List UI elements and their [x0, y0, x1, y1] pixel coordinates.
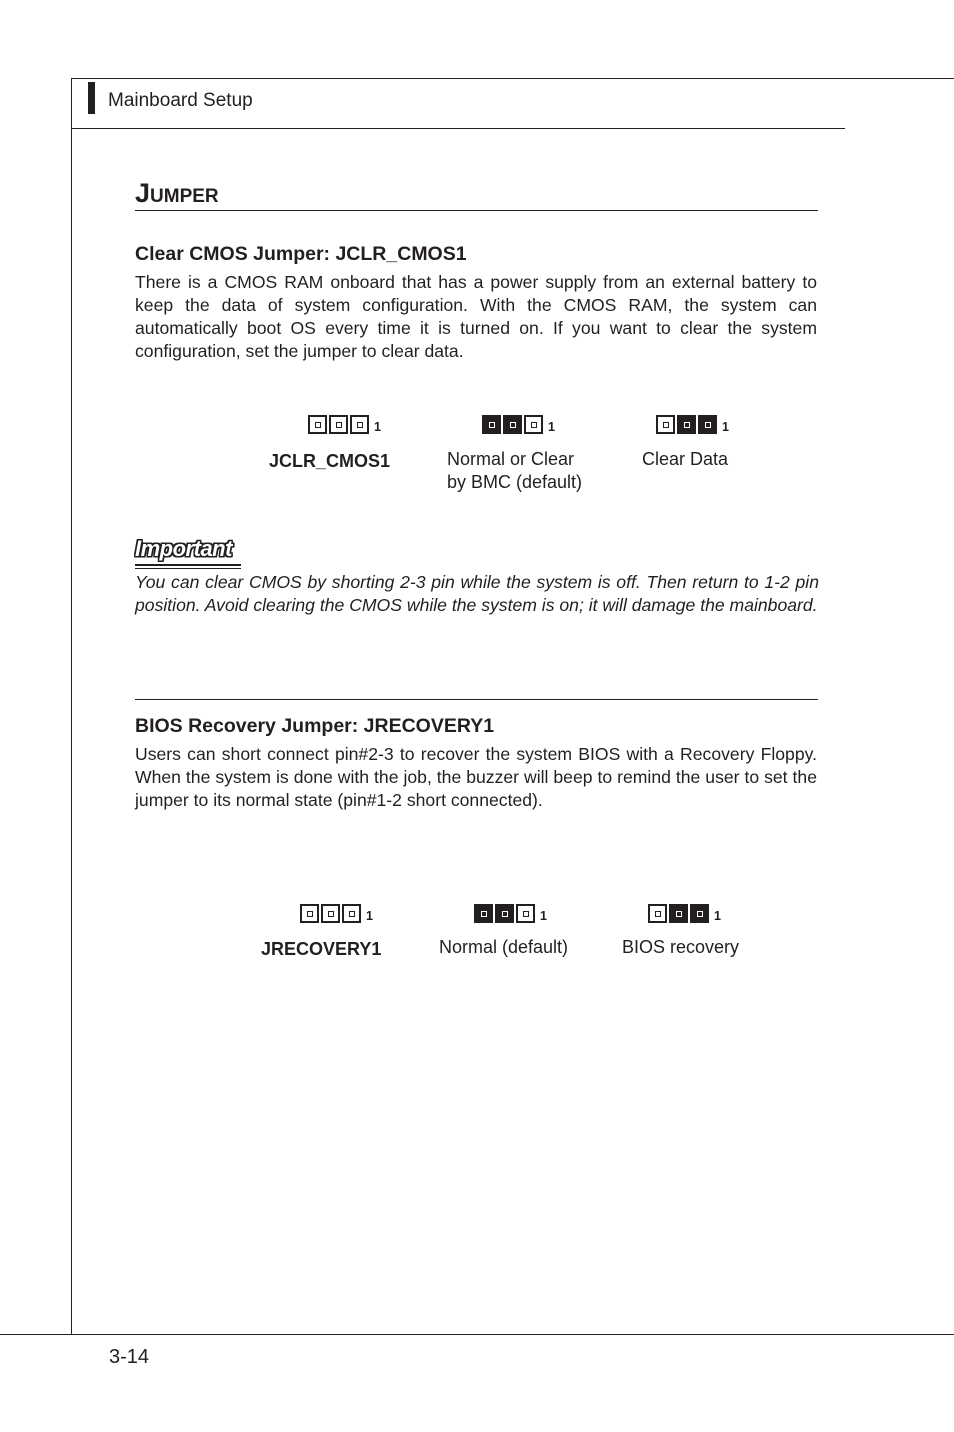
jumper-pin [308, 415, 327, 434]
jumper-label-normal-default: Normal (default) [439, 937, 569, 957]
jumper-diagram-jrecovery1 [300, 904, 373, 923]
jumper-pin-shorted [474, 904, 493, 923]
jumper-pin [656, 415, 675, 434]
jumper-pin-shorted [690, 904, 709, 923]
jumper-label-jclr-cmos1: JCLR_CMOS1 [269, 451, 391, 471]
section-rule [135, 210, 818, 211]
important-note: You can clear CMOS by shorting 2-3 pin while the system is off. Then return to 1-2 pin position. Avoid clearing the CMOS while the system is on; it will damage the mainboard. [135, 572, 819, 615]
jumper-diagram-normal-default [474, 904, 547, 923]
jumper-label-normal-line1: Normal or Clear [447, 449, 575, 469]
pin1-label: 1 [722, 419, 729, 434]
important-underline [135, 568, 241, 569]
jumper-pin [350, 415, 369, 434]
jumper-pin-shorted [669, 904, 688, 923]
jumper-diagram-clear-data [656, 415, 729, 434]
jumper-pin-shorted [495, 904, 514, 923]
jumper-pin-shorted [482, 415, 501, 434]
jumper-label-jrecovery1: JRECOVERY1 [261, 939, 382, 959]
jumper-pin [300, 904, 319, 923]
pin1-label: 1 [548, 419, 555, 434]
cmos-description: There is a CMOS RAM onboard that has a power supply from an external battery to keep the data of system configuration. With the CMOS RAM, the system can automatically boot OS every time it is turned on. If you want to clear the system configuration, set the jumper to clear data. [135, 272, 817, 361]
cmos-heading: Clear CMOS Jumper: JCLR_CMOS1 [135, 243, 467, 265]
jumper-pin [648, 904, 667, 923]
header-marker-bar [88, 82, 95, 114]
recovery-description: Users can short connect pin#2-3 to recover the system BIOS with a Recovery Floppy. When the system is done with the job, the buzzer will beep to remind the user to set the jumper to its normal state (pin#1-2 short connected). [135, 744, 817, 810]
section-title-initial: J [135, 178, 151, 208]
jumper-diagram-bios-recovery [648, 904, 721, 923]
pin1-label: 1 [714, 908, 721, 923]
jumper-diagram-normal [482, 415, 555, 434]
page-frame-bottom-rule [0, 1334, 954, 1335]
pin1-label: 1 [366, 908, 373, 923]
jumper-label-bios-recovery: BIOS recovery [622, 937, 740, 957]
jumper-diagram-jclr-cmos1 [308, 415, 381, 434]
header-rule [71, 128, 845, 129]
jumper-pin [329, 415, 348, 434]
pin1-label: 1 [374, 419, 381, 434]
jumper-pin-shorted [677, 415, 696, 434]
important-badge [135, 536, 232, 562]
section-title-rest: UMPER [150, 186, 219, 207]
pin1-label: 1 [540, 908, 547, 923]
section-divider [135, 699, 818, 700]
jumper-pin [516, 904, 535, 923]
page-frame-top-rule [71, 78, 954, 79]
section-title [135, 178, 219, 213]
jumper-pin-shorted [503, 415, 522, 434]
recovery-heading: BIOS Recovery Jumper: JRECOVERY1 [135, 715, 495, 737]
important-badge-text: Important [135, 536, 232, 561]
running-header: Mainboard Setup [108, 90, 253, 111]
important-underline [135, 564, 241, 566]
jumper-pin [321, 904, 340, 923]
jumper-label-clear-data: Clear Data [642, 449, 729, 469]
jumper-pin [342, 904, 361, 923]
page-number: 3-14 [109, 1346, 150, 1368]
jumper-pin [524, 415, 543, 434]
page-frame-left-rule [71, 78, 72, 1335]
jumper-pin-shorted [698, 415, 717, 434]
jumper-label-normal-line2: by BMC (default) [447, 472, 583, 492]
